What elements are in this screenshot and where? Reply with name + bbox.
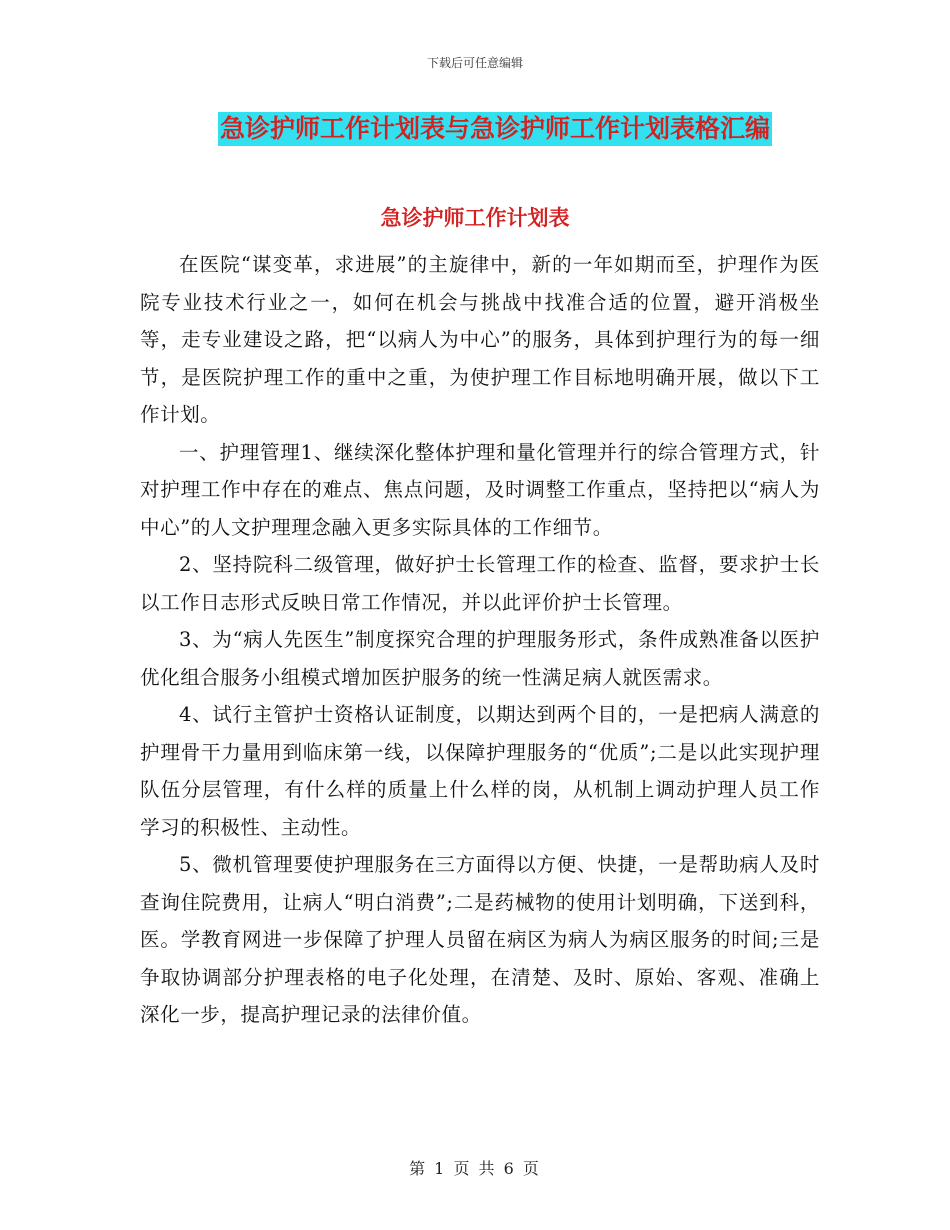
page-number-footer: 第 1 页 共 6 页 xyxy=(409,1159,541,1178)
paragraph-item-4: 4、试行主管护士资格认证制度，以期达到两个目的，一是把病人满意的护理骨干力量用到临床第一线，以保障护理服务的“优质”;二是以此实现护理队伍分层管理，有什么样的质量上什么样的岗，从机制上调动护理人员工作学习的积极性、主动性。 xyxy=(140,703,820,839)
paragraph-item-3: 3、为“病人先医生”制度探究合理的护理服务形式，条件成熟准备以医护优化组合服务小组模式增加医护服务的统一性满足病人就医需求。 xyxy=(140,628,820,689)
header-note: 下载后可任意编辑 xyxy=(426,56,523,70)
paragraph-item-2: 2、坚持院科二级管理，做好护士长管理工作的检查、监督，要求护士长以工作日志形式反映日常工作情况，并以此评价护士长管理。 xyxy=(140,553,820,614)
document-title-container xyxy=(0,112,950,146)
paragraph-intro: 在医院“谋变革，求进展”的主旋律中，新的一年如期而至，护理作为医院专业技术行业之一，如何在机会与挑战中找准合适的位置，避开消极坐等，走专业建设之路，把“以病人为中心”的服务，具体到护理行为的每一细节，是医院护理工作的重中之重，为使护理工作目标地明确开展，做以下工作计划。 xyxy=(140,253,820,426)
document-title: 急诊护师工作计划表与急诊护师工作计划表格汇编 xyxy=(218,112,772,146)
paragraph-item-5: 5、微机管理要使护理服务在三方面得以方便、快捷，一是帮助病人及时查询住院费用，让病人“明白消费”;二是药械物的使用计划明确，下送到科，医。学教育网进一步保障了护理人员留在病区为病人为病区服务的时间;三是争取协调部分护理表格的电子化处理，在清楚、及时、原始、客观、准确上深化一步，提高护理记录的法律价值。 xyxy=(140,853,820,1026)
section-title: 急诊护师工作计划表 xyxy=(380,206,570,230)
document-body xyxy=(140,246,820,1034)
paragraph-item-1: 一、护理管理1、继续深化整体护理和量化管理并行的综合管理方式，针对护理工作中存在的难点、焦点问题，及时调整工作重点，坚持把以“病人为中心”的人文护理理念融入更多实际具体的工作细节。 xyxy=(140,440,820,539)
